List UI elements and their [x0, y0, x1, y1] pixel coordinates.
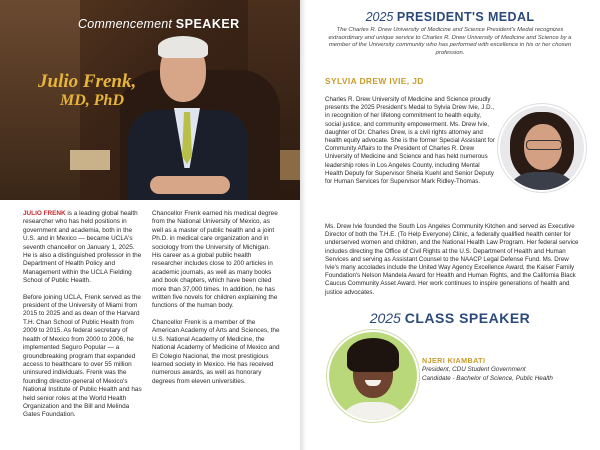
medal-description: The Charles R. Drew University of Medicine and Science President's Medal recognizes extraordinary and unique service to Charles R. Drew University of Medicine and Science by a member of the University community who has performed with excellence in his or her chosen profession.: [328, 27, 572, 56]
class-speaker-heading: 2025 CLASS SPEAKER: [369, 310, 531, 326]
bio-paragraph: Before joining UCLA, Frenk served as the president of the University of Miami from 2015 to 2025 and as dean of the Harvard T.H. Chan School of Public Health from 2009 to 2015. As federal secretary of health of Mexico from 2000 to 2006, he implemented Seguro Popular — a groundbreaking program that expanded access to healthcare to over 55 million uninsured individuals. Frenk was the founding director-general of Mexico's National Institute of Public Health and has held senior roles at the World Health Organization and the Bill and Melinda Gates Foundation.: [23, 293, 142, 419]
bio-paragraph: Chancellor Frenk earned his medical degree from the National University of Mexico, as well as a master of public health and a joint Ph.D. in medical care organization and in sociology from the University of Michigan. His career as a global public health researcher includes close to 200 articles in academic journals, as well as many books and book chapters, which have been cited more than 37,000 times. In addition, he has written five novels for children explaining the functions of the human body.: [152, 210, 278, 310]
class-speaker-role: President, CDU Student Government: [422, 366, 526, 373]
medal-heading: 2025 PRESIDENT'S MEDAL: [365, 10, 535, 24]
bio-column-1: [23, 210, 144, 428]
bio-name-highlight: JULIO FRENK: [23, 210, 66, 217]
bio-paragraph: Chancellor Frenk is a member of the American Academy of Arts and Sciences, the U.S. National Academy of Medicine, the National Academy of Medicine of Mexico and El Colegio Nacional, the most prestigious learned society in Mexico. He has received numerous awards, as well as honorary degrees from eleven universities.: [152, 318, 280, 385]
bio-column-2: [152, 210, 280, 394]
speaker-degree: MD, PhD: [60, 92, 125, 109]
honoree-name: SYLVIA DREW IVIE, JD: [325, 76, 424, 86]
speaker-name: Julio Frenk,: [38, 71, 137, 92]
honoree-bio-detail: Ms. Drew Ivie founded the South Los Angeles Community Kitchen and served as Executive Director of both the T.H.E. (To Help Everyone) Clinic, a federally qualified health center for underserved women and children, and the National Health Law Program. Her federal service includes directing the Office of Civil Rights at the U.S. Department of Health and Human Services and serving as Assistant Counsel to the NAACP Legal Defense Fund. Ms. Drew Ivie's many accolades include the United Way Agency Excellence Award, the Kaiser Family Foundation's Nelson Mandela Award for Health and Human Rights, and the California Black Caucus Community Asset Award. Her work continues to inspire generations of health and justice advocates.: [325, 223, 579, 296]
honoree-photo: [498, 104, 586, 192]
bio-paragraph: JULIO FRENK is a leading global health researcher who has held positions in government and academia, both in the U.S. and in Mexico — became UCLA's seventh chancellor on January 1, 2025. He is also a distinguished professor in the Department of Health Policy and Management within the UCLA Fielding School of Public Health.: [23, 210, 142, 285]
speaker-hero: [0, 0, 300, 200]
class-speaker-photo: [327, 330, 419, 422]
page-gutter: [300, 0, 306, 450]
class-speaker-degree: Candidate - Bachelor of Science, Public Health: [422, 375, 553, 382]
honoree-bio-intro: Charles R. Drew University of Medicine and Science proudly presents the 2025 President's Medal to Sylvia Drew Ivie, J.D., in recognition of her lifelong commitment to health equity, social justice, and community empowerment. Ms. Drew Ivie, daughter of Dr. Charles Drew, is a civil rights attorney and health equity advocate. She is the former Special Assistant for Community Affairs to the President of Charles R. Drew University of Medicine and Science and has held numerous leadership roles in Los Angeles County, including Mental Health Deputy for Supervisor Sheila Kuehl and Senior Deputy for Human Services for Supervisor Mark Ridley-Thomas.: [325, 96, 495, 186]
right-page: [300, 0, 600, 450]
hero-title: Commencement SPEAKER: [78, 17, 240, 31]
class-speaker-name: NJERI KIAMBATI: [422, 356, 486, 365]
